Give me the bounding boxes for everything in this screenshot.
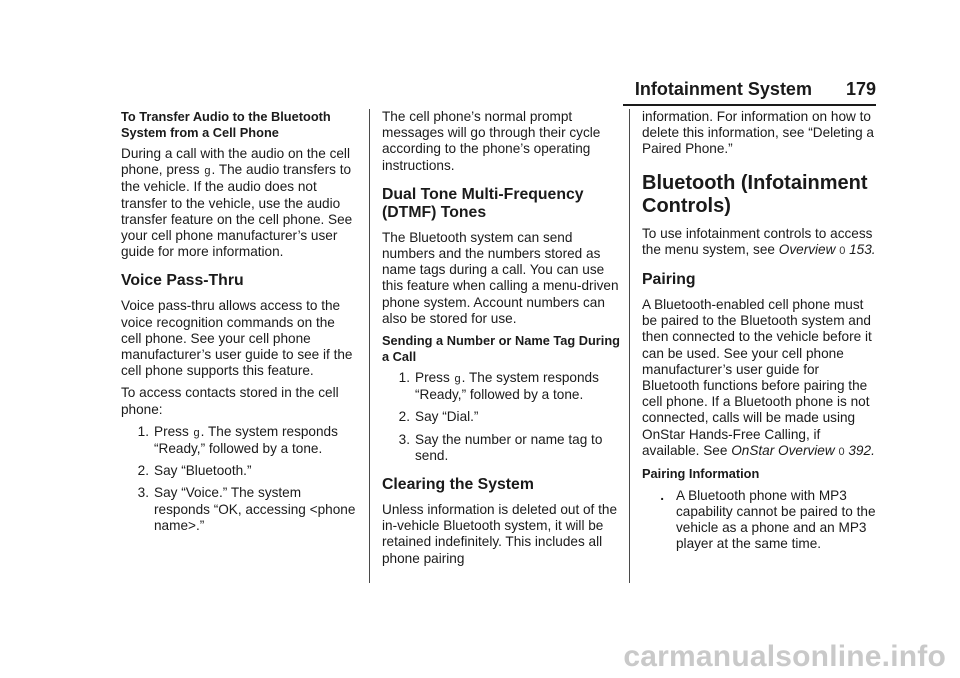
- overview-link[interactable]: Overview 0 153.: [778, 241, 876, 257]
- page-number: 179: [845, 79, 876, 99]
- phone-icon: g: [454, 373, 461, 386]
- step-item: 1. Press g. The system responds “Ready,” followed by a tone.: [382, 370, 620, 403]
- subheading-pairing-information: Pairing Information: [642, 466, 760, 482]
- column-divider-left: [369, 109, 370, 583]
- phone-icon: g: [204, 165, 211, 178]
- step-item: 1. Press g. The system responds “Ready,” followed by a tone.: [121, 424, 359, 457]
- paragraph-delete-info: information. For information on how to delete this information, see “Deleting a Paired Phone.”: [642, 109, 874, 157]
- step-number: 2.: [398, 409, 410, 425]
- step-number: 2.: [137, 463, 149, 479]
- paragraph-access-contacts: To access contacts stored in the cell phone:: [121, 385, 339, 417]
- column-2: [382, 109, 620, 573]
- step-number: 3.: [137, 485, 149, 501]
- step-number: 3.: [398, 431, 410, 447]
- paragraph-clearing-system: Unless information is deleted out of the in-vehicle Bluetooth system, it will be retained indefinitely. This includes all phone pairing: [382, 502, 618, 566]
- paragraph-voice-pass-thru: Voice pass-thru allows access to the voice recognition commands on the cell phone. See your cell phone manufacturer’s user guide to see if the cell phone supports this feature.: [121, 298, 353, 379]
- heading-dtmf: Dual Tone Multi-Frequency (DTMF) Tones: [382, 185, 584, 221]
- subheading-transfer-audio: To Transfer Audio to the Bluetooth System from a Cell Phone: [121, 109, 331, 140]
- paragraph-dtmf: The Bluetooth system can send numbers and the numbers stored as name tags during a call. You can use this feature when calling a menu-driven phone system. Account numbers can also be stored for use.: [382, 229, 619, 326]
- page-header: [635, 79, 876, 100]
- subheading-sending-number: Sending a Number or Name Tag During a Call: [382, 333, 620, 364]
- watermark: carmanualsonline.info: [623, 640, 946, 673]
- paragraph-transfer-audio: During a call with the audio on the cell phone, press g. The audio transfers to the vehicle. If the audio does not transfer to the vehicle, use the audio transfer feature on the cell phone. See your cell phone manufacturer’s user guide for more information.: [121, 146, 353, 260]
- paragraph-infotainment-controls: To use infotainment controls to access the menu system, see Overview 0 153.: [642, 225, 876, 257]
- bullet-icon: .: [660, 487, 664, 503]
- step-text: Say “Bluetooth.”: [154, 463, 252, 479]
- step-text: Say “Voice.” The system responds “OK, accessing <phone name>.”: [154, 485, 356, 533]
- step-text: Say “Dial.”: [415, 409, 479, 425]
- heading-clearing-system: Clearing the System: [382, 476, 534, 494]
- page-ref-arrow-icon: 0: [838, 445, 845, 458]
- paragraph-prompt-messages: The cell phone’s normal prompt messages will go through their cycle according to the phone’s operating instructions.: [382, 109, 601, 173]
- step-number: 1.: [398, 370, 410, 386]
- paragraph-pairing: A Bluetooth-enabled cell phone must be paired to the Bluetooth system and then connected to the vehicle before it can be used. See your cell phone manufacturer’s user guide for Bluetooth functions before pairing the cell phone. If a Bluetooth phone is not connected, calls will be made using OnStar Hands-Free Calling, if available. See OnStar Overview 0 392.: [642, 297, 875, 458]
- bullet-text: A Bluetooth phone with MP3 capability cannot be paired to the vehicle as a phone and an MP3 player at the same time.: [676, 487, 876, 552]
- page-ref-arrow-icon: 0: [839, 244, 846, 257]
- step-number: 1.: [137, 423, 149, 439]
- column-1: [121, 109, 359, 540]
- column-3: [642, 109, 880, 558]
- step-item: [382, 409, 620, 425]
- header-rule: [623, 104, 876, 106]
- onstar-overview-link[interactable]: OnStar Overview 0 392.: [731, 442, 875, 458]
- step-item: [121, 463, 359, 479]
- heading-pairing: Pairing: [642, 271, 696, 289]
- step-text: Say the number or name tag to send.: [415, 431, 603, 463]
- step-item: [382, 432, 620, 464]
- heading-bluetooth-controls: Bluetooth (Infotainment Controls): [642, 171, 868, 217]
- heading-voice-pass-thru: Voice Pass-Thru: [121, 272, 244, 290]
- section-title: Infotainment System: [634, 79, 812, 99]
- bullet-item: [642, 488, 880, 553]
- column-divider-right: [629, 109, 630, 583]
- phone-icon: g: [193, 426, 200, 439]
- step-item: [121, 485, 359, 534]
